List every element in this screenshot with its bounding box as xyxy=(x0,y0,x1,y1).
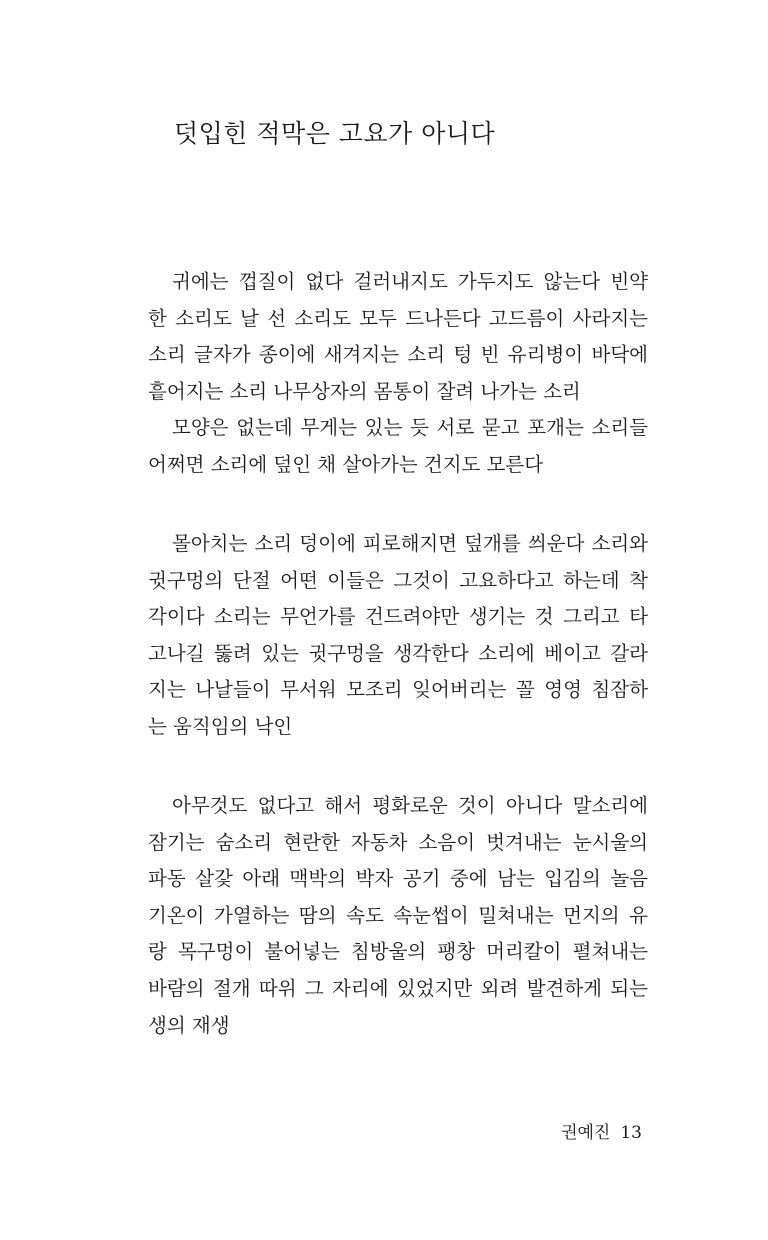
poem-line: 는 움직임의 낙인 xyxy=(148,714,293,738)
poem-line: 아무것도 없다고 해서 평화로운 것이 아니다 말소리에 xyxy=(172,794,648,817)
poem-line: 각이다 소리는 무언가를 건드려야만 생기는 것 그리고 타 xyxy=(148,605,648,629)
poem-line: 랑 목구멍이 불어넣는 침방울의 팽창 머리칼이 펼쳐내는 xyxy=(148,940,648,964)
page-footer xyxy=(561,1118,642,1143)
author-name: 권예진 xyxy=(561,1123,611,1143)
poem-line: 기온이 가열하는 땀의 속도 속눈썹이 밀쳐내는 먼지의 유 xyxy=(148,903,648,927)
poem-line: 소리 글자가 종이에 새겨지는 소리 텅 빈 유리병이 바닥에 xyxy=(148,343,648,367)
stanza-2 xyxy=(148,526,648,746)
poem-line: 흩어지는 소리 나무상자의 몸통이 잘려 나가는 소리 xyxy=(148,379,581,403)
poem-line: 귀에는 껍질이 없다 걸러내지도 가두지도 않는다 빈약 xyxy=(172,270,648,293)
poem-line: 생의 재생 xyxy=(148,1013,230,1037)
poem-line: 한 소리도 날 선 소리도 모두 드나든다 고드름이 사라지는 xyxy=(148,306,648,330)
page-number: 13 xyxy=(620,1123,642,1143)
stanza-1 xyxy=(148,264,648,484)
poem-line: 고나길 뚫려 있는 귓구멍을 생각한다 소리에 베이고 갈라 xyxy=(148,641,648,665)
poem-line: 몰아치는 소리 덩이에 피로해지면 덮개를 씌운다 소리와 xyxy=(172,532,648,555)
poem-line: 파동 살갗 아래 맥박의 박자 공기 중에 남는 입김의 놀음 xyxy=(148,867,648,891)
poem-line: 귓구멍의 단절 어떤 이들은 그것이 고요하다고 하는데 착 xyxy=(148,568,648,592)
poem-line: 잠기는 숨소리 현란한 자동차 소음이 벗겨내는 눈시울의 xyxy=(148,830,648,854)
poem-line: 지는 나날들이 무서워 모조리 잊어버리는 꼴 영영 침잠하 xyxy=(148,678,648,702)
poem-line: 바람의 절개 따위 그 자리에 있었지만 외려 발견하게 되는 xyxy=(148,976,648,1000)
poem-line: 모양은 없는데 무게는 있는 듯 서로 묻고 포개는 소리들 xyxy=(172,416,648,440)
stanza-3 xyxy=(148,788,648,1044)
poem-line: 어쩌면 소리에 덮인 채 살아가는 건지도 모른다 xyxy=(148,452,544,476)
poem-title: 덧입힌 적막은 고요가 아니다 xyxy=(174,119,496,148)
